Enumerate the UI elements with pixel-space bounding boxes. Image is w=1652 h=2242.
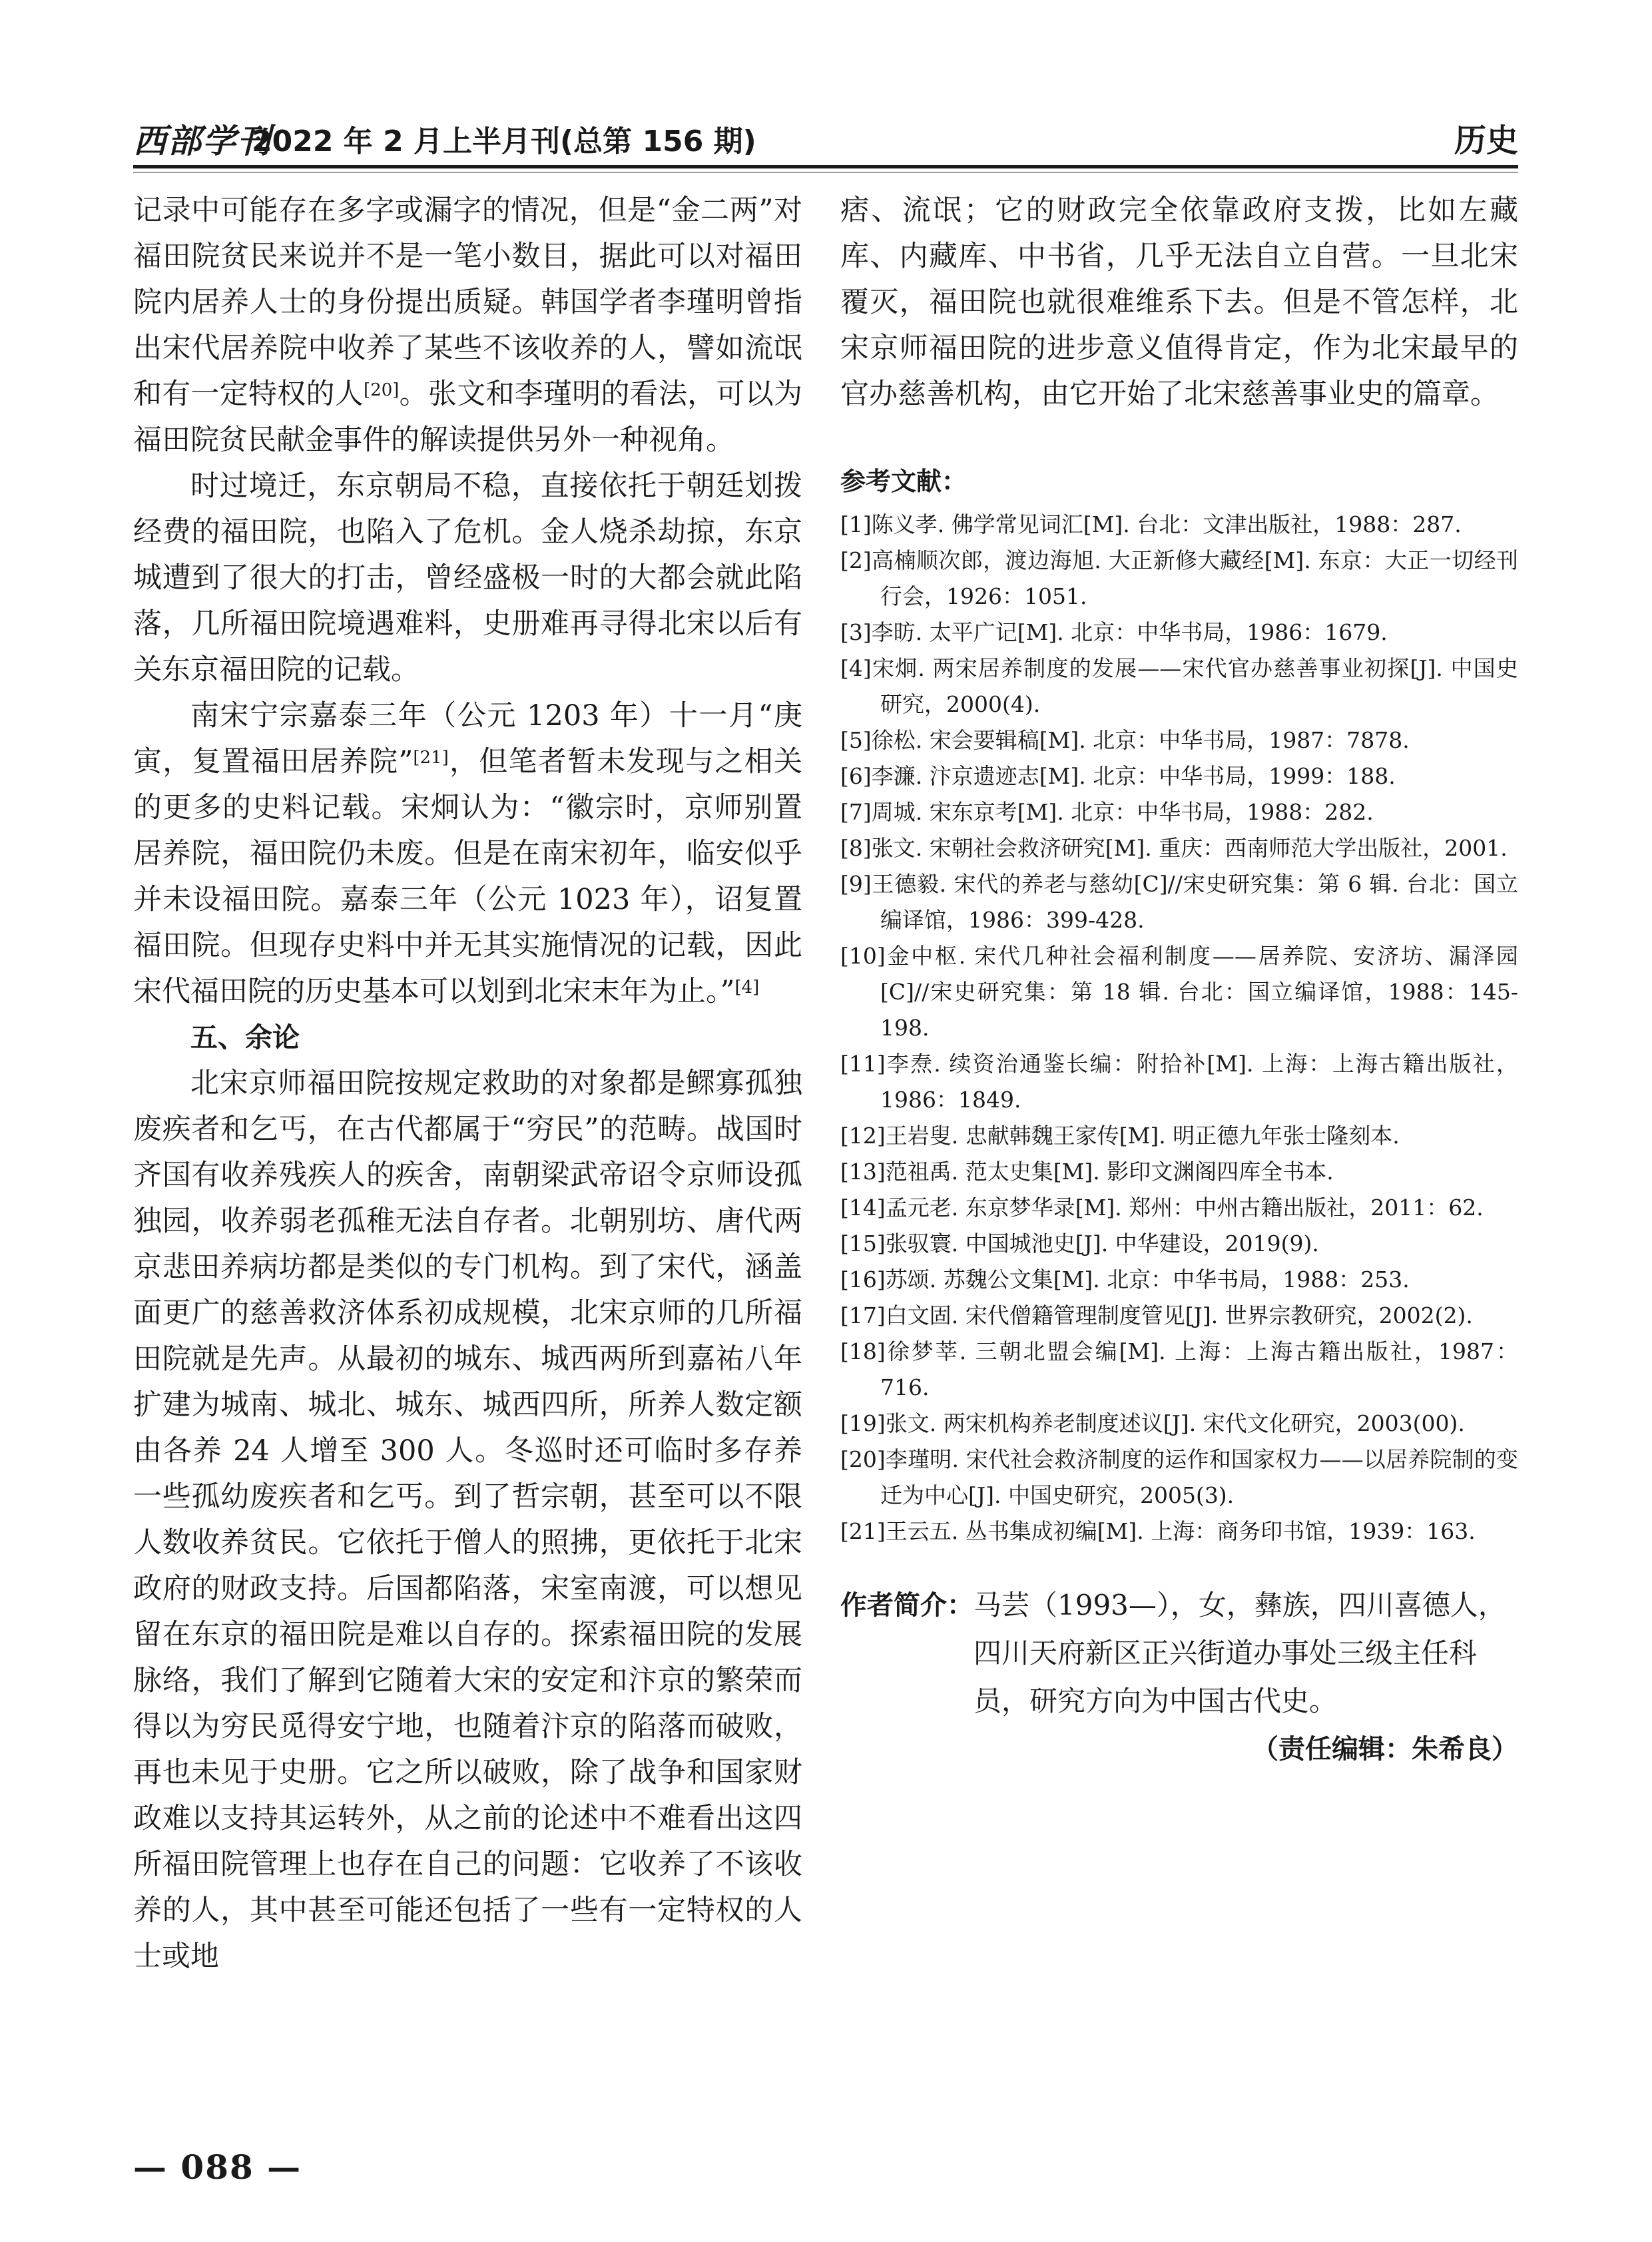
left-column (133, 188, 802, 1980)
reference-item: [11]李焘. 续资治通鉴长编：附拾补[M]. 上海：上海古籍出版社，1986：1849. (840, 1051, 1518, 1113)
section-heading: 五、余论 (190, 1021, 300, 1053)
reference-item: [14]孟元老. 东京梦华录[M]. 郑州：中州古籍出版社，2011：62. (840, 1195, 1484, 1221)
issue-info: 2022 年 2 月上半月刊(总第 156 期) (252, 125, 756, 158)
reference-item: [10]金中枢. 宋代几种社会福利制度——居养院、安济坊、漏泽园[C]//宋史研究集：第 18 辑. 台北：国立编译馆，1988：145-198. (840, 943, 1518, 1041)
references-title: 参考文献： (840, 467, 967, 496)
paragraph-1: 记录中可能存在多字或漏字的情况，但是“金二两”对福田院贫民来说并不是一笔小数目，据此可以对福田院内居养人士的身份提出质疑。韩国学者李瑾明曾指出宋代居养院中收养了某些不该收养的人，譬如流氓和有一定特权的人[20]。张文和李瑾明的看法，可以为福田院贫民献金事件的解读提供另外一种视角。 (133, 194, 803, 457)
author-bio (840, 1581, 1518, 1725)
reference-item: [19]张文. 两宋机构养老制度述议[J]. 宋代文化研究，2003(00). (840, 1410, 1465, 1436)
right-column (840, 188, 1518, 1771)
citation[interactable]: [21] (413, 748, 449, 768)
header-rule (133, 165, 1518, 168)
page-number: — 088 — (133, 2147, 302, 2187)
reference-item: [8]张文. 宋朝社会救济研究[M]. 重庆：西南师范大学出版社，2001. (840, 835, 1508, 861)
reference-item: [5]徐松. 宋会要辑稿[M]. 北京：中华书局，1987：7878. (840, 727, 1410, 753)
reference-item: [2]高楠顺次郎，渡边海旭. 大正新修大藏经[M]. 东京：大正一切经刊行会，1926：1051. (840, 547, 1518, 609)
paragraph-2: 时过境迁，东京朝局不稳，直接依托于朝廷划拨经费的福田院，也陷入了危机。金人烧杀劫掠，东京城遭到了很大的打击，曾经盛极一时的大都会就此陷落，几所福田院境遇难料，史册难再寻得北宋以后有关东京福田院的记载。 (133, 469, 802, 687)
reference-item: [7]周城. 宋东京考[M]. 北京：中华书局，1988：282. (840, 799, 1374, 825)
reference-item: [13]范祖禹. 范太史集[M]. 影印文渊阁四库全书本. (840, 1159, 1334, 1185)
paragraph-3: 南宋宁宗嘉泰三年（公元 1203 年）十一月“庚寅，复置福田居养院”[21]，但笔者暂未发现与之相关的更多的史料记载。宋炯认为：“徽宗时，京师别置居养院，福田院仍未废。但是在南宋初年，临安似乎并未设福田院。嘉泰三年（公元 1023 年），诏复置福田院。但现存史料中并无其实施情况的记载，因此宋代福田院的历史基本可以划到北宋末年为止。”[4] (133, 699, 803, 1008)
reference-item: [20]李瑾明. 宋代社会救济制度的运作和国家权力——以居养院制的变迁为中心[J]. 中国史研究，2005(3). (840, 1446, 1518, 1508)
page-header (133, 100, 1518, 173)
citation[interactable]: [4] (734, 978, 760, 997)
reference-item: [3]李昉. 太平广记[M]. 北京：中华书局，1986：1679. (840, 619, 1388, 645)
author-bio-text: 马芸（1993—），女，彝族，四川喜德人，四川天府新区正兴街道办事处三级主任科员，研究方向为中国古代史。 (973, 1589, 1506, 1717)
section-name: 历史 (1454, 122, 1518, 159)
author-label: 作者简介： (840, 1590, 973, 1621)
journal-name: 西部学刊 (133, 121, 272, 160)
reference-item: [9]王德毅. 宋代的养老与慈幼[C]//宋史研究集：第 6 辑. 台北：国立编译馆，1986：399-428. (840, 871, 1518, 933)
reference-item: [12]王岩叟. 忠献韩魏王家传[M]. 明正德九年张士隆刻本. (840, 1123, 1400, 1149)
reference-item: [1]陈义孝. 佛学常见词汇[M]. 台北：文津出版社，1988：287. (840, 511, 1462, 537)
reference-item: [18]徐梦莘. 三朝北盟会编[M]. 上海：上海古籍出版社，1987：716. (840, 1338, 1518, 1400)
responsible-editor: （责任编辑：朱希良） (1252, 1734, 1518, 1765)
reference-item: [16]苏颂. 苏魏公文集[M]. 北京：中华书局，1988：253. (840, 1266, 1410, 1292)
reference-item: [6]李濂. 汴京遗迹志[M]. 北京：中华书局，1999：188. (840, 763, 1396, 789)
reference-item: [17]白文固. 宋代僧籍管理制度管见[J]. 世界宗教研究，2002(2). (840, 1302, 1473, 1328)
continuation-paragraph: 痞、流氓；它的财政完全依靠政府支拨，比如左藏库、内藏库、中书省，几乎无法自立自营。一旦北宋覆灭，福田院也就很难维系下去。但是不管怎样，北宋京师福田院的进步意义值得肯定，作为北宋最早的官办慈善机构，由它开始了北宋慈善事业史的篇章。 (840, 194, 1518, 411)
reference-item: [4]宋炯. 两宋居养制度的发展——宋代官办慈善事业初探[J]. 中国史研究，2000(4). (840, 655, 1518, 717)
closing-paragraph: 北宋京师福田院按规定救助的对象都是鳏寡孤独废疾者和乞丐，在古代都属于“穷民”的范畴。战国时齐国有收养残疾人的疾舍，南朝梁武帝诏令京师设孤独园，收养弱老孤稚无法自存者。北朝别坊、唐代两京悲田养病坊都是类似的专门机构。到了宋代，涵盖面更广的慈善救济体系初成规模，北宋京师的几所福田院就是先声。从最初的城东、城西两所到嘉祐八年扩建为城南、城北、城东、城西四所，所养人数定额由各养 24 人增至 300 人。冬巡时还可临时多存养一些孤幼废疾者和乞丐。到了哲宗朝，甚至可以不限人数收养贫民。它依托于僧人的照拂，更依托于北宋政府的财政支持。后国都陷落，宋室南渡，可以想见留在东京的福田院是难以自存的。探索福田院的发展脉络，我们了解到它随着大宋的安定和汴京的繁荣而得以为穷民觅得安宁地，也随着汴京的陷落而破败，再也未见于史册。它之所以破败，除了战争和国家财政难以支持其运转外，从之前的论述中不难看出这四所福田院管理上也存在自己的问题：它收养了不该收养的人，其中甚至可能还包括了一些有一定特权的人士或地 (133, 1067, 802, 1973)
citation[interactable]: [20] (364, 380, 400, 400)
reference-list (840, 507, 1518, 1549)
reference-item: [21]王云五. 丛书集成初编[M]. 上海：商务印书馆，1939：163. (840, 1518, 1476, 1544)
reference-item: [15]张驭寰. 中国城池史[J]. 中华建设，2019(9). (840, 1231, 1319, 1257)
